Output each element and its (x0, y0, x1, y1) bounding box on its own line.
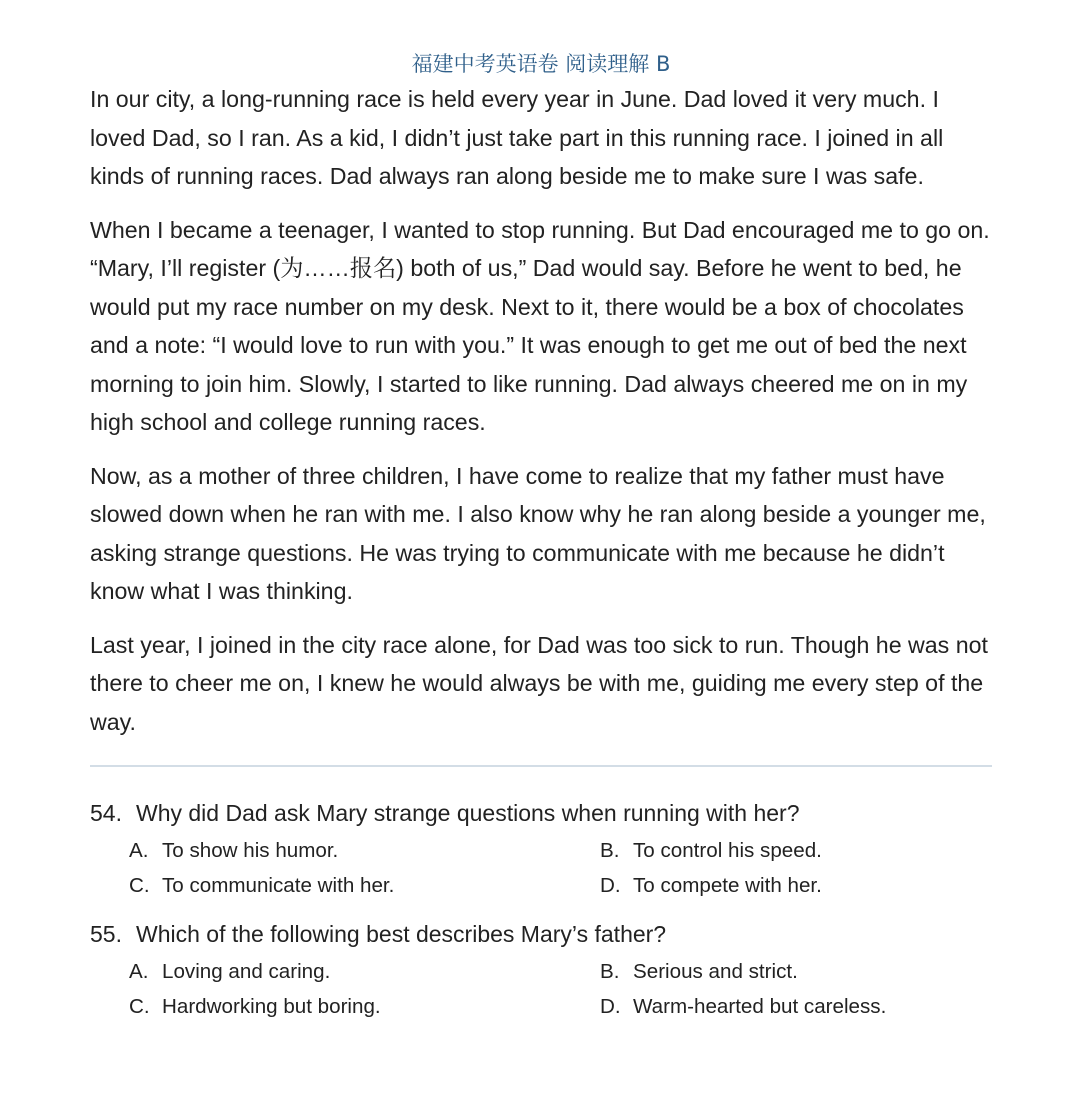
option-letter: B. (600, 839, 620, 862)
option-b (600, 956, 992, 988)
document-title: 福建中考英语卷 阅读理解 B (411, 52, 671, 76)
option-text: To show his humor. (162, 839, 339, 862)
answer-options (90, 956, 992, 1023)
option-letter: C. (129, 995, 150, 1018)
question-number: 55. (90, 921, 122, 947)
option-text: Serious and strict. (633, 960, 798, 983)
option-text: To communicate with her. (162, 874, 395, 897)
option-b (600, 835, 992, 867)
option-letter: C. (129, 874, 150, 897)
option-d (600, 991, 992, 1023)
option-d (600, 870, 992, 902)
passage-paragraph-2: When I became a teenager, I wanted to stop running. But Dad encouraged me to go on. “Mary, I’ll register (为……报名) both of us,” Dad would say. Before he went to bed, he would put my race number on my desk. Next to it, there would be a box of chocolates and a note: “I would love to run with you.” It was enough to get me out of bed the next morning to join him. Slowly, I started to like running. Dad always cheered me on in my high school and college running races. (90, 216, 990, 435)
document-page (90, 50, 992, 1039)
question-text: Which of the following best describes Mary’s father? (136, 921, 667, 947)
answer-options (90, 835, 992, 902)
option-letter: A. (129, 960, 149, 983)
option-text: To compete with her. (633, 874, 822, 897)
passage-paragraph-4: Last year, I joined in the city race alone, for Dad was too sick to run. Though he was not there to cheer me on, I knew he would always be with me, guiding me every step of the way. (90, 631, 988, 735)
option-letter: D. (600, 995, 621, 1018)
reading-passage (90, 80, 992, 741)
question-number: 54. (90, 800, 122, 826)
question-text: Why did Dad ask Mary strange questions when running with her? (136, 800, 800, 826)
passage-paragraph-3: Now, as a mother of three children, I have come to realize that my father must have slowed down when he ran with me. I also know why he ran along beside a younger me, asking strange questions. He was trying to communicate with me because he didn’t know what I was thinking. (90, 462, 986, 604)
option-c (129, 870, 600, 902)
option-text: Hardworking but boring. (162, 995, 381, 1018)
option-text: Loving and caring. (162, 960, 331, 983)
option-letter: B. (600, 960, 620, 983)
option-a (129, 835, 600, 867)
option-letter: D. (600, 874, 621, 897)
section-divider (90, 765, 992, 767)
question-54 (90, 797, 992, 902)
passage-paragraph-1: In our city, a long-running race is held every year in June. Dad loved it very much. I loved Dad, so I ran. As a kid, I didn’t just take part in this running race. I joined in all kinds of running races. Dad always ran along beside me to make sure I was safe. (90, 86, 944, 189)
question-stem (90, 918, 992, 950)
question-55 (90, 918, 992, 1023)
option-text: To control his speed. (633, 839, 822, 862)
option-text: Warm-hearted but careless. (633, 995, 887, 1018)
question-stem (90, 797, 992, 829)
option-letter: A. (129, 839, 149, 862)
option-a (129, 956, 600, 988)
option-c (129, 991, 600, 1023)
